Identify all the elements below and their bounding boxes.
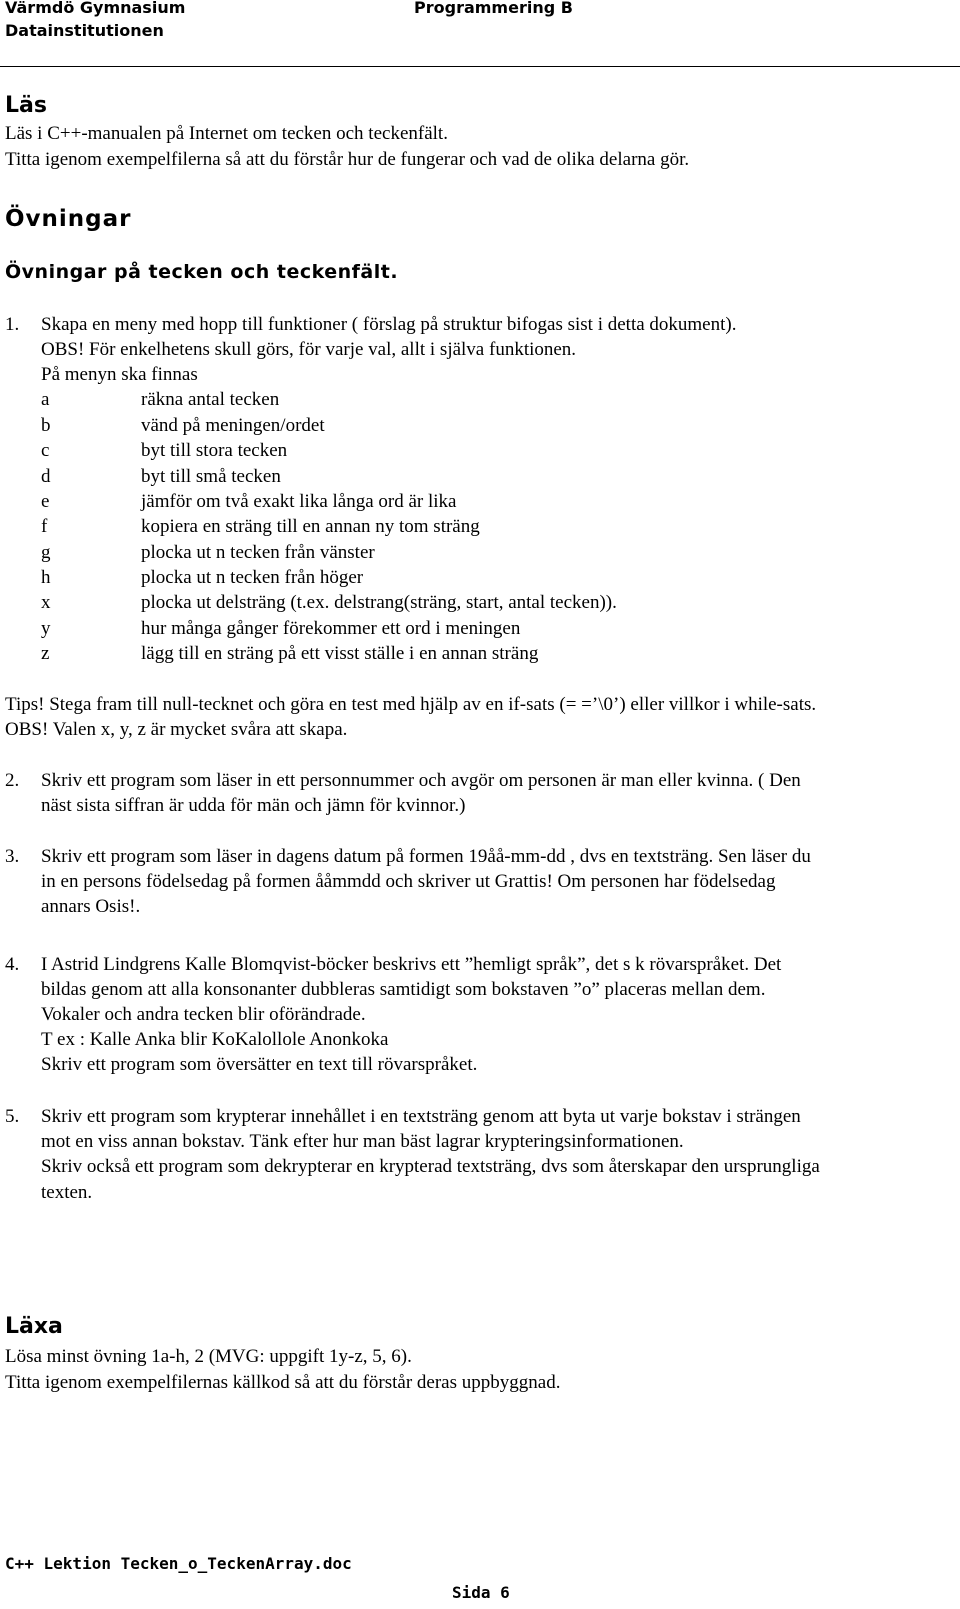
menu-text-e: jämför om två exakt lika långa ord är lika	[141, 491, 457, 512]
exercise-3-line-2: in en persons födelsedag på formen ååmmdd och skriver ut Grattis! Om personen har födelsedag	[41, 871, 776, 892]
exercise-5-line-4: texten.	[41, 1182, 93, 1203]
exercise-2	[0, 768, 960, 828]
exercise-4-line-5: Skriv ett program som översätter en text till rövarspråket.	[41, 1054, 478, 1075]
exercise-2-line-2: näst sista siffran är udda för män och jämn för kvinnor.)	[41, 795, 466, 816]
exercise-3-line-1: Skriv ett program som läser in dagens datum på formen 19åå-mm-dd , dvs en textsträng. Sen läser du	[41, 846, 811, 867]
menu-text-z: lägg till en sträng på ett visst ställe i en annan sträng	[141, 643, 539, 664]
exercise-2-line-1: Skriv ett program som läser in ett personnummer och avgör om personen är man eller kvinna. ( Den	[41, 770, 801, 791]
exercise-3-line-3: annars Osis!.	[41, 896, 141, 917]
menu-key-g: g	[41, 542, 51, 563]
exercises-heading: Övningar	[5, 206, 132, 232]
exercise-1-line-3: På menyn ska finnas	[41, 364, 198, 385]
menu-text-h: plocka ut n tecken från höger	[141, 567, 364, 588]
exercise-4-line-1: I Astrid Lindgrens Kalle Blomqvist-böcker beskrivs ett ”hemligt språk”, det s k rövarspråket. Det	[41, 954, 782, 975]
read-heading: Läs	[5, 93, 47, 118]
header-school: Värmdö Gymnasium	[5, 0, 186, 17]
exercise-3	[0, 844, 960, 924]
exercise-5	[0, 1104, 960, 1210]
menu-text-b: vänd på meningen/ordet	[141, 415, 325, 436]
exercise-1-line-1: Skapa en meny med hopp till funktioner ( förslag på struktur bifogas sist i detta dokument).	[41, 314, 737, 335]
exercise-4-line-4: T ex : Kalle Anka blir KoKalollole Anonkoka	[41, 1029, 389, 1050]
exercise-5-number: 5.	[5, 1106, 20, 1127]
read-line-1: Läs i C++-manualen på Internet om tecken och teckenfält.	[5, 123, 448, 144]
footer-page-number: Sida 6	[452, 1583, 510, 1602]
header-divider	[0, 66, 960, 67]
exercises-subheading: Övningar på tecken och teckenfält.	[5, 261, 399, 283]
exercise-5-line-3: Skriv också ett program som dekrypterar en krypterad textsträng, dvs som återskapar den ursprungliga	[41, 1156, 820, 1177]
menu-text-x: plocka ut delsträng (t.ex. delstrang(sträng, start, antal tecken)).	[141, 592, 617, 613]
homework-line-1: Lösa minst övning 1a-h, 2 (MVG: uppgift 1y-z, 5, 6).	[5, 1346, 412, 1367]
menu-key-d: d	[41, 466, 51, 487]
exercise-1-number: 1.	[5, 314, 20, 335]
header-course: Programmering B	[414, 0, 573, 17]
menu-key-h: h	[41, 567, 51, 588]
menu-text-d: byt till små tecken	[141, 466, 281, 487]
menu-key-b: b	[41, 415, 51, 436]
exercise-4	[0, 952, 960, 1082]
exercise-2-number: 2.	[5, 770, 20, 791]
menu-text-y: hur många gånger förekommer ett ord i meningen	[141, 618, 521, 639]
exercise-1	[0, 312, 960, 672]
footer-filename: C++ Lektion Tecken_o_TeckenArray.doc	[5, 1554, 352, 1573]
menu-text-g: plocka ut n tecken från vänster	[141, 542, 375, 563]
exercise-1-line-2: OBS! För enkelhetens skull görs, för varje val, allt i själva funktionen.	[41, 339, 577, 360]
homework-line-2: Titta igenom exempelfilernas källkod så att du förstår deras uppbyggnad.	[5, 1372, 561, 1393]
menu-key-c: c	[41, 440, 50, 461]
header-department: Datainstitutionen	[5, 21, 164, 40]
menu-text-f: kopiera en sträng till en annan ny tom sträng	[141, 516, 480, 537]
menu-key-y: y	[41, 618, 51, 639]
menu-text-c: byt till stora tecken	[141, 440, 288, 461]
menu-key-e: e	[41, 491, 50, 512]
exercise-4-line-3: Vokaler och andra tecken blir oförändrade.	[41, 1004, 366, 1025]
exercise-5-line-2: mot en viss annan bokstav. Tänk efter hur man bäst lagrar krypteringsinformationen.	[41, 1131, 684, 1152]
homework-heading: Läxa	[5, 1314, 63, 1339]
menu-key-x: x	[41, 592, 51, 613]
exercise-5-line-1: Skriv ett program som krypterar innehållet i en textsträng genom att byta ut varje bokstav i strängen	[41, 1106, 801, 1127]
exercise-4-line-2: bildas genom att alla konsonanter dubbleras samtidigt som bokstaven ”o” placeras mellan dem.	[41, 979, 766, 1000]
tips-line-1: Tips! Stega fram till null-tecknet och göra en test med hjälp av en if-sats (= =’\0’) eller villkor i while-sats.	[5, 694, 817, 715]
read-line-2: Titta igenom exempelfilerna så att du förstår hur de fungerar och vad de olika delarna gör.	[5, 149, 690, 170]
exercise-4-number: 4.	[5, 954, 20, 975]
exercise-3-number: 3.	[5, 846, 20, 867]
tips-line-2: OBS! Valen x, y, z är mycket svåra att skapa.	[5, 719, 348, 740]
menu-key-a: a	[41, 389, 50, 410]
menu-key-z: z	[41, 643, 50, 664]
menu-text-a: räkna antal tecken	[141, 389, 280, 410]
menu-key-f: f	[41, 516, 48, 537]
